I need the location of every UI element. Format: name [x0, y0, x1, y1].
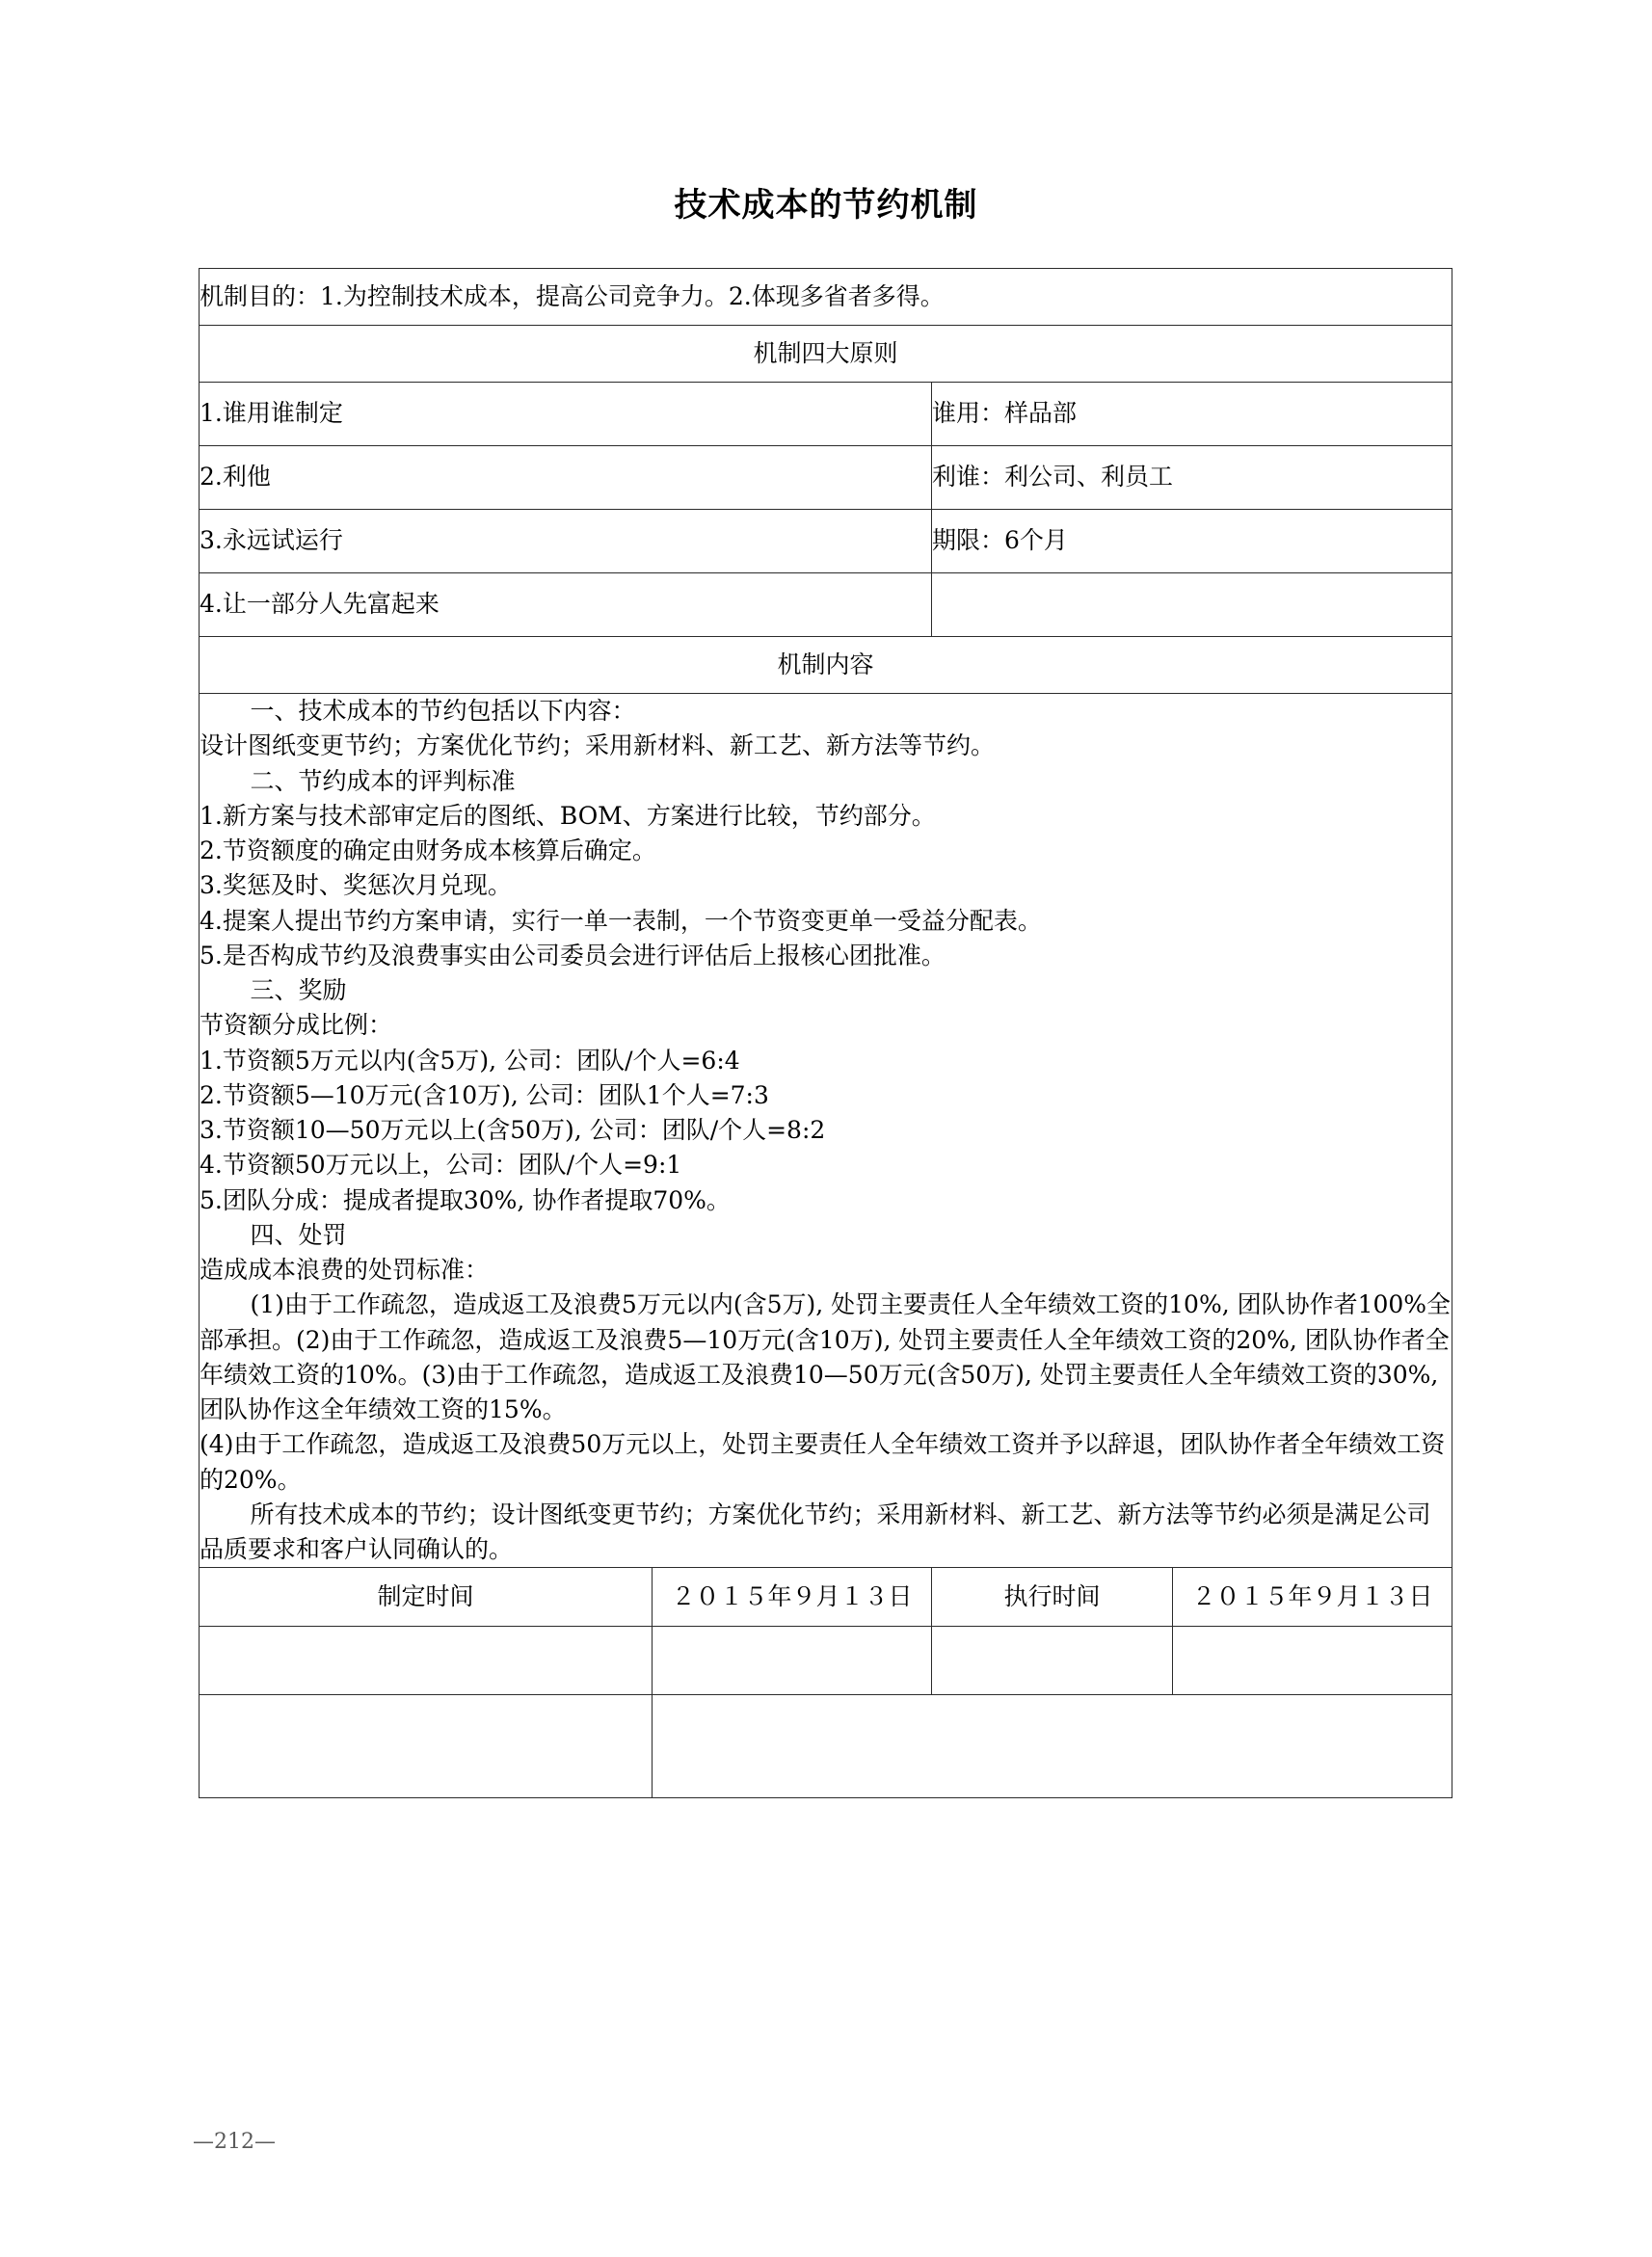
principle-3-value: 期限：6个月	[932, 510, 1452, 573]
principle-3-label: 3.永远试运行	[200, 510, 932, 573]
content-line-15: 5.团队分成：提成者提取30%, 协作者提取70%。	[200, 1185, 731, 1214]
content-line-14: 4.节资额50万元以上，公司：团队/个人=9:1	[200, 1151, 682, 1180]
content-line-16: 四、处罚	[250, 1220, 347, 1249]
made-time-value: ２０１５年９月１３日	[653, 1568, 932, 1627]
content-line-9: 三、奖励	[250, 976, 347, 1004]
principle-4-value	[932, 573, 1452, 637]
content-line-3: 二、节约成本的评判标准	[250, 766, 516, 795]
final-paragraph: 所有技术成本的节约；设计图纸变更节约；方案优化节约；采用新材料、新工艺、新方法等节约必须是满足公司品质要求和客户认同确认的。	[200, 1500, 1431, 1563]
content-body	[200, 694, 1452, 1568]
content-header: 机制内容	[200, 637, 1452, 694]
table-row-blank-1	[200, 1627, 1452, 1695]
content-line-13: 3.节资额10—50万元以上(含50万), 公司：团队/个人=8:2	[200, 1116, 826, 1144]
principle-4-label: 4.让一部分人先富起来	[200, 573, 932, 637]
blank-cell	[1173, 1627, 1452, 1695]
table-row-purpose	[200, 269, 1452, 326]
table-row	[200, 510, 1452, 573]
table-row-content-body	[200, 694, 1452, 1568]
principle-2-value: 利谁：利公司、利员工	[932, 446, 1452, 510]
exec-time-label: 执行时间	[932, 1568, 1173, 1627]
table-row	[200, 383, 1452, 446]
content-line-2: 设计图纸变更节约；方案优化节约；采用新材料、新工艺、新方法等节约。	[200, 731, 996, 760]
content-line-4: 1.新方案与技术部审定后的图纸、BOM、方案进行比较，节约部分。	[200, 801, 936, 830]
content-line-17: 造成成本浪费的处罚标准：	[200, 1256, 490, 1284]
content-line-8: 5.是否构成节约及浪费事实由公司委员会进行评估后上报核心团批准。	[200, 941, 946, 969]
page-number: —212—	[193, 2130, 276, 2154]
table-row-blank-2	[200, 1695, 1452, 1798]
content-line-12: 2.节资额5—10万元(含10万), 公司：团队1个人=7:3	[200, 1080, 769, 1109]
penalty-paragraph: (1)由于工作疏忽，造成返工及浪费5万元以内(含5万), 处罚主要责任人全年绩效工资的10%, 团队协作者100%全部承担。(2)由于工作疏忽，造成返工及浪费5—10万元(含10万), 处罚主要责任人全年绩效工资的20%, 团队协作者全年绩效工资的10%。(3)由于工作疏忽，造成返工及浪费10—50万元(含50万), 处罚主要责任人全年绩效工资的30%, 团队协作这全年绩效工资的15%。	[200, 1290, 1452, 1423]
content-line-7: 4.提案人提出节约方案申请，实行一单一表制，一个节资变更单一受益分配表。	[200, 906, 1042, 935]
principles-header: 机制四大原则	[200, 326, 1452, 383]
mechanism-table	[199, 268, 1452, 1798]
blank-cell	[653, 1627, 932, 1695]
content-line-5: 2.节资额度的确定由财务成本核算后确定。	[200, 836, 656, 864]
blank-cell	[200, 1695, 653, 1798]
blank-cell	[653, 1695, 1452, 1798]
table-row-content-header	[200, 637, 1452, 694]
page-title: 技术成本的节约机制	[674, 186, 978, 225]
content-line-1: 一、技术成本的节约包括以下内容：	[250, 697, 636, 725]
content-line-10: 节资额分成比例：	[200, 1011, 393, 1040]
table-row	[200, 446, 1452, 510]
table-row-principles-header	[200, 326, 1452, 383]
table-row	[200, 573, 1452, 637]
scan-artifact	[810, 1969, 844, 1972]
blank-cell	[200, 1627, 653, 1695]
exec-time-value: ２０１５年９月１３日	[1173, 1568, 1452, 1627]
penalty-paragraph-4: (4)由于工作疏忽，造成返工及浪费50万元以上，处罚主要责任人全年绩效工资并予以辞退，团队协作者全年绩效工资的20%。	[200, 1430, 1446, 1494]
content-line-6: 3.奖惩及时、奖惩次月兑现。	[200, 871, 512, 900]
scan-artifact	[330, 2049, 397, 2052]
made-time-label: 制定时间	[200, 1568, 653, 1627]
purpose-text: 机制目的：1.为控制技术成本，提高公司竞争力。2.体现多省者多得。	[200, 269, 1452, 326]
principle-1-label: 1.谁用谁制定	[200, 383, 932, 446]
table-row-dates	[200, 1568, 1452, 1627]
principle-1-value: 谁用：样品部	[932, 383, 1452, 446]
content-line-11: 1.节资额5万元以内(含5万), 公司：团队/个人=6:4	[200, 1046, 740, 1075]
principle-2-label: 2.利他	[200, 446, 932, 510]
blank-cell	[932, 1627, 1173, 1695]
